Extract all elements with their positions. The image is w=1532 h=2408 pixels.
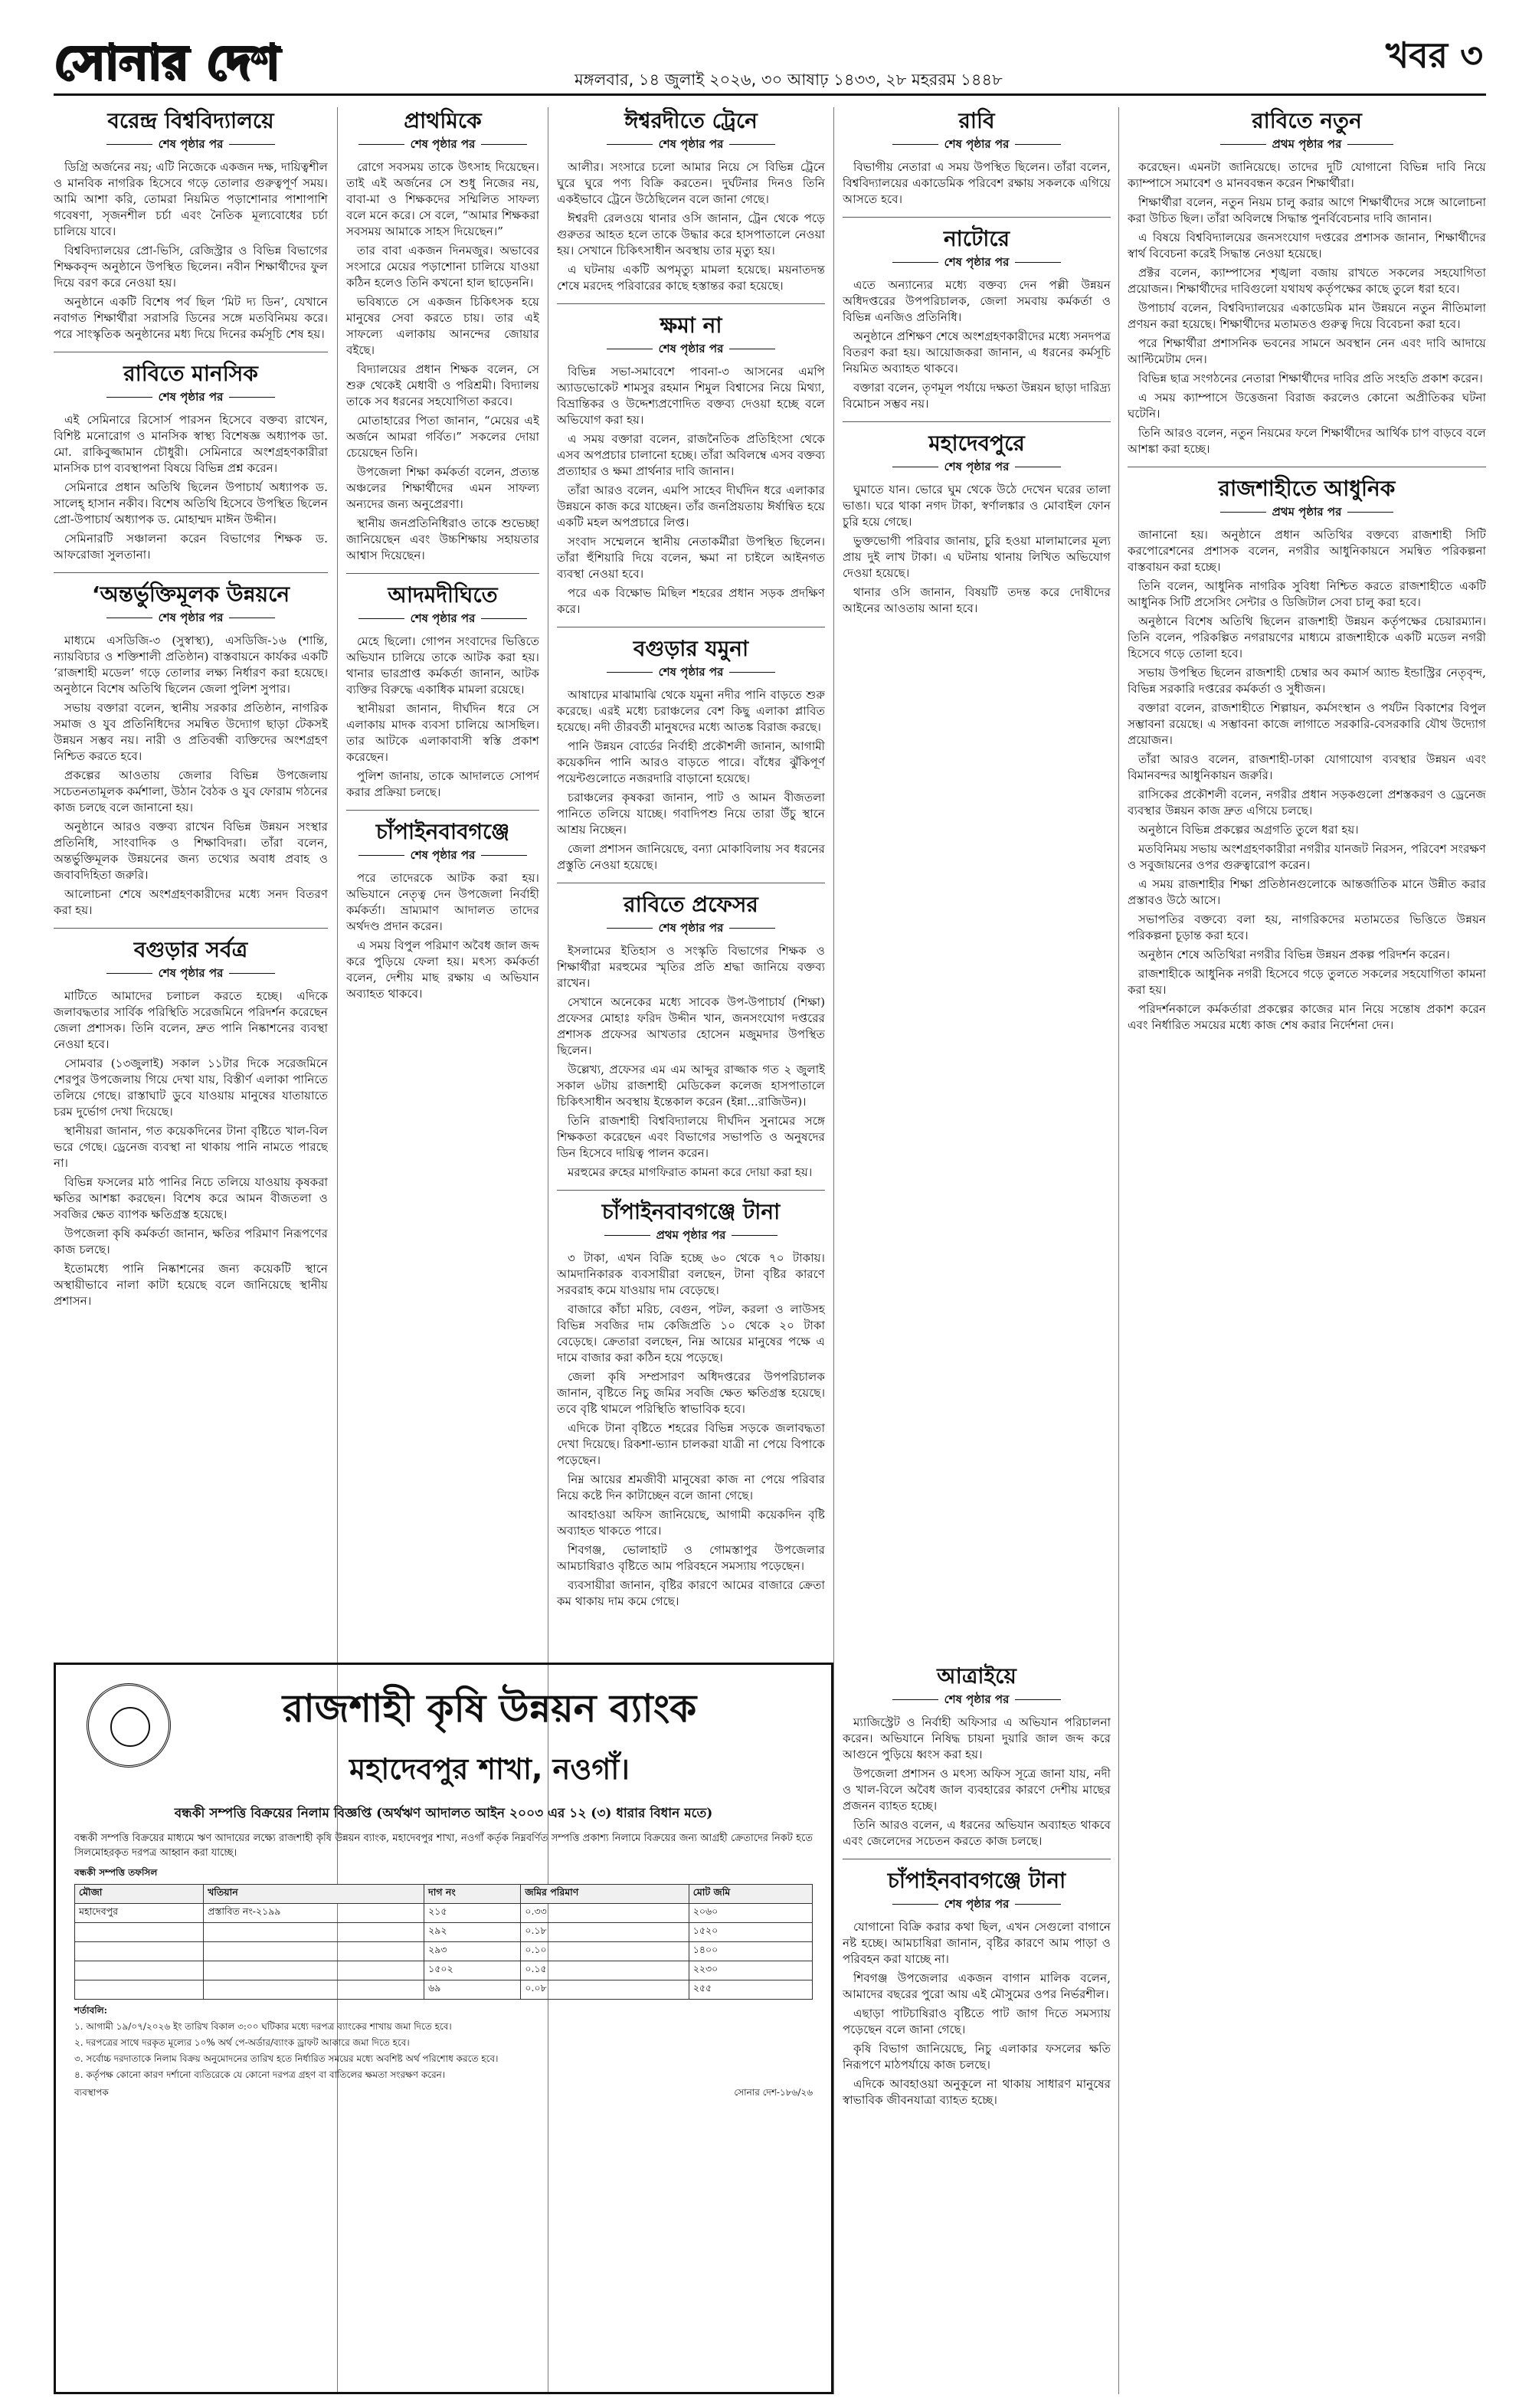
article-headline[interactable]: রাবিতে প্রফেসর bbox=[624, 892, 758, 917]
article-paragraph: সেখানে অনেকের মধ্যে সাবেক উপ-উপাচার্য (শিক্ষা) প্রফেসর মোহাঃ ফরিদ উদ্দীন খান, জনসংযোগ দপ্তরের প্রশাসক প্রফেসর আখতার হোসেন মজুমদার উপস্থিত ছিলেন। bbox=[557, 995, 825, 1057]
article-paragraph: ইসলামের ইতিহাস ও সংস্কৃতি বিভাগের শিক্ষক ও শিক্ষার্থীরা মরহুমের স্মৃতির প্রতি শ্রদ্ধা জানিয়ে বক্তব্য রাখেন। bbox=[557, 944, 825, 990]
article-paragraph: ব্যবসায়ীরা জানান, বৃষ্টির কারণে আমের বাজারে ক্রেতা কম থাকায় দাম কমে গেছে। bbox=[557, 1578, 825, 1608]
article-paragraph: পানি উন্নয়ন বোর্ডের নির্বাহী প্রকৌশলী জানান, আগামী কয়েকদিন পানি আরও বাড়তে পারে। বাঁধের ঝুঁকিপূর্ণ পয়েন্টগুলোতে নজরদারি বাড়ানো হয়েছে। bbox=[557, 739, 825, 785]
table-cell bbox=[75, 1923, 204, 1942]
article-paragraph: পরে শিক্ষার্থীরা প্রশাসনিক ভবনের সামনে অবস্থান নেন এবং দাবি আদায়ে আল্টিমেটাম দেন। bbox=[1128, 336, 1486, 366]
table-header-cell: দাগ নং bbox=[424, 1885, 521, 1904]
article-paragraph: জেলা কৃষি সম্প্রসারণ অধিদপ্তরের উপপরিচালক জানান, বৃষ্টিতে নিচু জমির সবজি ক্ষেত ক্ষতিগ্রস্ত হয়েছে। তবে বৃষ্টি থামলে পরিস্থিতি স্বাভাবিক হবে। bbox=[557, 1370, 825, 1416]
ad-body: বন্ধকী সম্পত্তি বিক্রয়ের মাধ্যমে ঋণ আদায়ের লক্ষ্যে রাজশাহী কৃষি উন্নয়ন ব্যাংক, মহাদেবপুর শাখা, নওগাঁ কর্তৃক নিম্নবর্ণিত সম্পত্তি প্রকাশ্য নিলামে বিক্রয়ের জন্য আগ্রহী ক্রেতাদের নিকট হতে সিলমোহরকৃত দরপত্র আহ্বান করা যাচ্ছে। bbox=[74, 1833, 813, 1859]
article-paragraph: মেহে ছিলো। গোপন সংবাদের ভিত্তিতে অভিযান চালিয়ে তাকে আটক করা হয়। থানার ভারপ্রাপ্ত কর্মকর্তা জানান, আটক ব্যক্তির বিরুদ্ধে একাধিক মামলা রয়েছে। bbox=[346, 634, 539, 696]
article-headline[interactable]: রাবিতে নতুন bbox=[1252, 108, 1362, 133]
table-cell: ০.১৮ bbox=[521, 1923, 689, 1942]
column-4 bbox=[843, 107, 1111, 1655]
table-cell: ০.০৮ bbox=[521, 1980, 689, 2000]
article-paragraph: ডিগ্রি অর্জনের নয়; এটি নিজেকে একজন দক্ষ, দায়িত্বশীল ও মানবিক নাগরিক হিসেবে গড়ে তোলার গুরুত্বপূর্ণ সময়। আমি আশা করি, তোমরা নিয়মিত পড়াশোনার পাশাপাশি গবেষণা, সৃজনশীল চর্চা এবং নৈতিক মূল্যবোধের চর্চা চালিয়ে যাবে। bbox=[54, 160, 328, 238]
article-headline[interactable]: নাটোরে bbox=[943, 226, 1010, 251]
article-paragraph: যোগানো বিক্রি করার কথা ছিল, এখন সেগুলো বাগানে নষ্ট হচ্ছে। আমচাষিরা জানান, বৃষ্টির কারণে আম পাড়া ও পরিবহন করা যাচ্ছে না। bbox=[843, 1920, 1111, 1966]
article-headline[interactable]: চাঁপাইনবাবগঞ্জে টানা bbox=[887, 1868, 1066, 1893]
news-article bbox=[557, 107, 825, 294]
ad-term-item: ১. আগামী ১৯/০৭/২০২৬ ইং তারিখ বিকাল ৩:০০ ঘটিকার মধ্যে দরপত্র ব্যাংকের শাখায় জমা দিতে হবে। bbox=[74, 2021, 452, 2032]
article-paragraph: বিভিন্ন সভা-সমাবেশে পাবনা-৩ আসনের এমপি অ্যাডভোকেট শামসুর রহমান শিমুল বিশ্বাসের নিয়ে মিথ্যা, বিভ্রান্তিকর ও উদ্দেশ্যপ্রণোদিত বক্তব্য দেওয়া হচ্ছে বলে অভিযোগ করা হয়। bbox=[557, 365, 825, 427]
article-continuation-note: শেষ পৃষ্ঠার পর bbox=[346, 847, 539, 866]
news-article bbox=[346, 582, 539, 801]
article-paragraph: তিনি আরও বলেন, নতুন নিয়মের ফলে শিক্ষার্থীদের আর্থিক চাপ বাড়বে বলে আশঙ্কা করা হচ্ছে। bbox=[1128, 426, 1486, 456]
issue-date: মঙ্গলবার, ১৪ জুলাই ২০২৬, ৩০ আষাঢ় ১৪৩৩, ২৮ মহররম ১৪৪৮ bbox=[574, 70, 1003, 89]
article-paragraph: বিদ্যালয়ের প্রধান শিক্ষক বলেন, সে শুরু থেকেই মেধাবী ও পরিশ্রমী। বিদ্যালয় তাকে সব ধরনের সহযোগিতা করবে। bbox=[346, 362, 539, 408]
news-article bbox=[346, 818, 539, 1002]
table-header-cell: মৌজা bbox=[75, 1885, 204, 1904]
article-separator bbox=[346, 573, 539, 574]
article-headline[interactable]: ‘অন্তর্ভুক্তিমূলক উন্নয়নে bbox=[91, 582, 290, 607]
table-row bbox=[75, 1961, 813, 1980]
article-paragraph: তাঁরা আরও বলেন, রাজশাহী-ঢাকা যোগাযোগ ব্যবস্থার উন্নয়ন এবং বিমানবন্দর আধুনিকায়ন জরুরি। bbox=[1128, 752, 1486, 782]
article-continuation-note: প্রথম পৃষ্ঠার পর bbox=[1128, 136, 1486, 155]
article-paragraph: অনুষ্ঠানে বিভিন্ন প্রকল্পের অগ্রগতি তুলে ধরা হয়। bbox=[1138, 823, 1359, 837]
article-paragraph: স্থানীয় জনপ্রতিনিধিরাও তাকে শুভেচ্ছা জানিয়েছেন এবং উচ্চশিক্ষায় সহায়তার আশ্বাস দিয়েছেন। bbox=[346, 516, 539, 562]
article-paragraph: অনুষ্ঠানে আরও বক্তব্য রাখেন বিভিন্ন উন্নয়ন সংস্থার প্রতিনিধি, সাংবাদিক ও শিক্ষাবিদরা। তাঁরা বলেন, অন্তর্ভুক্তিমূলক উন্নয়নের জন্য তথ্যের অবাধ প্রবাহ ও জবাবদিহিতা জরুরি। bbox=[54, 820, 328, 882]
article-paragraph: আবহাওয়া অফিস জানিয়েছে, আগামী কয়েকদিন বৃষ্টি অব্যাহত থাকতে পারে। bbox=[557, 1508, 825, 1538]
ad-signatory: ব্যবস্থাপক bbox=[74, 2087, 109, 2098]
table-header-cell: জমির পরিমাণ bbox=[521, 1885, 689, 1904]
article-paragraph: ইতোমধ্যে পানি নিষ্কাশনের জন্য কয়েকটি স্থানে অস্থায়ীভাবে নালা কাটা হয়েছে বলে জানিয়েছে স্থানীয় প্রশাসন। bbox=[54, 1262, 328, 1308]
table-cell bbox=[75, 1961, 204, 1980]
table-cell: ০.১৫ bbox=[521, 1961, 689, 1980]
news-article bbox=[557, 891, 825, 1181]
article-continuation-note: শেষ পৃষ্ঠার পর bbox=[346, 610, 539, 629]
article-paragraph: অনুষ্ঠানে একটি বিশেষ পর্ব ছিল ‘মিট দ্য ডিন’, যেখানে নবাগত শিক্ষার্থীরা সরাসরি ডিনের সঙ্গে মতবিনিময় করে। পরে সাংস্কৃতিক অনুষ্ঠানের মধ্য দিয়ে দিনের কর্মসূচি শেষ হয়। bbox=[54, 295, 328, 341]
article-paragraph: উপজেলা কৃষি কর্মকর্তা জানান, ক্ষতির পরিমাণ নিরূপণের কাজ চলছে। bbox=[54, 1227, 328, 1256]
article-paragraph: রাসিকের প্রকৌশলী বলেন, নগরীর প্রধান সড়কগুলো প্রশস্তকরণ ও ড্রেনেজ ব্যবস্থার উন্নয়ন কাজ দ্রুত এগিয়ে চলছে। bbox=[1128, 788, 1486, 817]
news-article bbox=[54, 107, 328, 342]
article-paragraph: মাধ্যমে এসডিজি-৩ (সুস্বাস্থ্য), এসডিজি-১৬ (শান্তি, ন্যায়বিচার ও শক্তিশালী প্রতিষ্ঠান) বাস্তবায়নে কার্যকর একটি ‘রাজশাহী মডেল’ গড়ে তোলার লক্ষ্য নির্ধারণ করা হয়েছে। অনুষ্ঠানে বিশেষ অতিথি ছিলেন জেলা পুলিশ সুপার। bbox=[54, 634, 328, 696]
article-paragraph: সভায় উপস্থিত ছিলেন রাজশাহী চেম্বার অব কমার্স অ্যান্ড ইন্ডাস্ট্রির নেতৃবৃন্দ, বিভিন্ন সরকারি দপ্তরের কর্মকর্তা ও সুধীজন। bbox=[1128, 666, 1486, 696]
article-paragraph: মাটিতে আমাদের চলাচল করতে হচ্ছে। এদিকে জলাবদ্ধতার সার্বিক পরিস্থিতি সরেজমিনে পরিদর্শন করেছেন জেলা প্রশাসক। তিনি বলেন, দ্রুত পানি নিষ্কাশনের ব্যবস্থা নেওয়া হবে। bbox=[54, 989, 328, 1051]
table-cell: ২০৬০ bbox=[689, 1904, 812, 1923]
masthead bbox=[54, 23, 1486, 96]
article-headline[interactable]: চাঁপাইনবাবগঞ্জে টানা bbox=[601, 1199, 781, 1224]
article-paragraph: রাজশাহীকে আধুনিক নগরী হিসেবে গড়ে তুলতে সকলের সহযোগিতা কামনা করা হয়। bbox=[1128, 967, 1486, 997]
article-paragraph: তিনি আরও বলেন, এ ধরনের অভিযান অব্যাহত থাকবে এবং জেলেদের সচেতন করতে কাজ চলছে। bbox=[843, 1818, 1111, 1848]
article-paragraph: আলোচনা শেষে অংশগ্রহণকারীদের মধ্যে সনদ বিতরণ করা হয়। bbox=[54, 887, 328, 917]
table-cell: মহাদেবপুর bbox=[75, 1904, 204, 1923]
table-cell: ১৫০২ bbox=[424, 1961, 521, 1980]
article-paragraph: এতে অন্যান্যের মধ্যে বক্তব্য দেন পল্লী উন্নয়ন অধিদপ্তরের উপপরিচালক, জেলা সমবায় কর্মকর্তা ও বিভিন্ন এনজিও প্রতিনিধি। bbox=[843, 278, 1111, 324]
table-cell: ১৪০০ bbox=[689, 1942, 812, 1961]
table-row bbox=[75, 1942, 813, 1961]
article-paragraph: ভুক্তভোগী পরিবার জানায়, চুরি হওয়া মালামালের মূল্য প্রায় দুই লাখ টাকা। এ ঘটনায় থানায় লিখিত অভিযোগ দেওয়া হয়েছে। bbox=[843, 534, 1111, 580]
article-paragraph: বিভাগীয় নেতারা এ সময় উপস্থিত ছিলেন। তাঁরা বলেন, বিশ্ববিদ্যালয়ের একাডেমিক পরিবেশ রক্ষায় সকলকে এগিয়ে আসতে হবে। bbox=[843, 160, 1111, 206]
article-paragraph: সভাপতির বক্তব্যে বলা হয়, নাগরিকদের মতামতের ভিত্তিতে উন্নয়ন পরিকল্পনা চূড়ান্ত করা হবে। bbox=[1128, 912, 1486, 942]
ad-footer bbox=[74, 2086, 813, 2102]
column-divider bbox=[1118, 107, 1119, 2394]
column-divider bbox=[833, 107, 834, 2394]
ad-notice-title: বন্ধকী সম্পত্তি বিক্রয়ের নিলাম বিজ্ঞপ্তি (অর্থঋণ আদালত আইন ২০০৩ এর ১২ (৩) ধারার বিধান মতে) bbox=[174, 1806, 713, 1821]
article-separator bbox=[843, 421, 1111, 422]
article-headline[interactable]: রাবিতে মানসিক bbox=[123, 361, 258, 386]
article-paragraph: প্রক্টর বলেন, ক্যাম্পাসের শৃঙ্খলা বজায় রাখতে সকলের সহযোগিতা প্রয়োজন। শিক্ষার্থীদের দাবিগুলো যথাযথ কর্তৃপক্ষের কাছে তুলে ধরা হবে। bbox=[1128, 266, 1486, 296]
table-cell: ০.১০ bbox=[521, 1942, 689, 1961]
article-paragraph: এ সময় রাজশাহীর শিক্ষা প্রতিষ্ঠানগুলোকে আন্তর্জাতিক মানে উন্নীত করার প্রস্তাবও উঠে আসে। bbox=[1128, 877, 1486, 907]
article-paragraph: অনুষ্ঠানে বিশেষ অতিথি ছিলেন রাজশাহী উন্নয়ন কর্তৃপক্ষের চেয়ারম্যান। তিনি বলেন, পরিকল্পিত নগরায়ণের মাধ্যমে রাজশাহীকে একটি মডেল নগরী হিসেবে গড়ে তোলা হবে। bbox=[1128, 614, 1486, 660]
article-paragraph: করেছেন। এমনটা জানিয়েছে। তাদের দুটি যোগানো বিভিন্ন দাবি নিয়ে ক্যাম্পাসে সমাবেশ ও মানববন্ধন করেন শিক্ষার্থীরা। bbox=[1128, 160, 1486, 190]
article-paragraph: প্রকল্পের আওতায় জেলার বিভিন্ন উপজেলায় সচেতনতামূলক কর্মশালা, উঠান বৈঠক ও যুব ফোরাম গঠনের কাজ চলছে বলে জানানো হয়। bbox=[54, 768, 328, 814]
article-headline[interactable]: বগুড়ার সর্বত্র bbox=[133, 937, 248, 962]
article-continuation-note: শেষ পৃষ্ঠার পর bbox=[557, 663, 825, 683]
article-paragraph: স্থানীয়রা জানান, গত কয়েকদিনের টানা বৃষ্টিতে খাল-বিল ভরে গেছে। ড্রেনেজ ব্যবস্থা না থাকায় পানি নামতে পারছে না। bbox=[54, 1124, 328, 1170]
article-paragraph: উপাচার্য বলেন, বিশ্ববিদ্যালয়ের একাডেমিক মান উন্নয়নে নতুন নীতিমালা প্রণয়ন করা হয়েছে। শিক্ষার্থীদের মতামতও গুরুত্ব দিয়ে বিবেচনা করা হবে। bbox=[1128, 301, 1486, 331]
table-row bbox=[75, 1980, 813, 2000]
table-cell: প্রস্তাবিত নং-২১৯৯ bbox=[204, 1904, 424, 1923]
article-paragraph: উল্লেখ্য, প্রফেসর এম এম আব্দুর রাজ্জাক গত ২ জুলাই সকাল ৬টায় রাজশাহী মেডিকেল কলেজ হাসপাতালে চিকিৎসাধীন অবস্থায় ইন্তেকাল করেন (ইন্না...রাজিউন)। bbox=[557, 1063, 825, 1109]
table-row bbox=[75, 1923, 813, 1942]
article-paragraph: বিভিন্ন ছাত্র সংগঠনের নেতারা শিক্ষার্থীদের দাবির প্রতি সংহতি প্রকাশ করেন। bbox=[1138, 372, 1483, 385]
table-cell: ২৫৫ bbox=[689, 1980, 812, 2000]
article-paragraph: শিবগঞ্জ, ভোলাহাট ও গোমস্তাপুর উপজেলার আমচাষিরাও বৃষ্টিতে আম পরিবহনে সমস্যায় পড়েছেন। bbox=[557, 1543, 825, 1573]
article-paragraph: সেমিনারটি সঞ্চালনা করেন বিভাগের শিক্ষক ড. আফরোজা সুলতানা। bbox=[54, 532, 328, 562]
article-paragraph: এ ঘটনায় একটি অপমৃত্যু মামলা হয়েছে। ময়নাতদন্ত শেষে মরদেহ পরিবারের কাছে হস্তান্তর করা হয়েছে। bbox=[557, 263, 825, 293]
news-article bbox=[54, 936, 328, 1309]
article-paragraph: উপজেলা প্রশাসন ও মৎস্য অফিস সূত্রে জানা যায়, নদী ও খাল-বিলে অবৈধ জাল ব্যবহারের কারণে দেশীয় মাছের প্রজনন ব্যাহত হচ্ছে। bbox=[843, 1767, 1111, 1813]
article-paragraph: ৩ টাকা, এখন বিক্রি হচ্ছে ৬০ থেকে ৭০ টাকায়। আমদানিকারক ব্যবসায়ীরা বলছেন, টানা বৃষ্টির কারণে সরবরাহ কমে যাওয়ায় দাম বেড়েছে। bbox=[557, 1251, 825, 1297]
table-cell: ২২৩০ bbox=[689, 1961, 812, 1980]
article-paragraph: কৃষি বিভাগ জানিয়েছে, নিচু এলাকার ফসলের ক্ষতি নিরূপণে মাঠপর্যায়ে কাজ চলছে। bbox=[843, 2042, 1111, 2072]
article-paragraph: নিম্ন আয়ের শ্রমজীবী মানুষেরা কাজ না পেয়ে পরিবার নিয়ে কষ্টে দিন কাটাচ্ছেন বলে জানা গেছে। bbox=[557, 1473, 825, 1502]
table-header-row bbox=[75, 1885, 813, 1904]
article-continuation-note: শেষ পৃষ্ঠার পর bbox=[557, 136, 825, 155]
table-cell bbox=[75, 1942, 204, 1961]
ad-terms-list bbox=[74, 2020, 813, 2082]
ad-reference: সোনার দেশ-১৮৬/২৬ bbox=[734, 2087, 813, 2098]
article-paragraph: শিবগঞ্জ উপজেলার একজন বাগান মালিক বলেন, আমাদের বছরের পুরো আয় এই মৌসুমের ওপর নির্ভরশীল। bbox=[843, 1971, 1111, 2001]
table-cell: ১৫২০ bbox=[689, 1923, 812, 1942]
article-continuation-note: শেষ পৃষ্ঠার পর bbox=[557, 919, 825, 939]
column-5 bbox=[1128, 107, 1486, 2394]
article-paragraph: ভবিষ্যতে সে একজন চিকিৎসক হয়ে মানুষের সেবা করতে চায়। তার এই সাফল্যে এলাকায় আনন্দের জোয়ার বইছে। bbox=[346, 295, 539, 357]
news-article bbox=[843, 1663, 1111, 1849]
article-continuation-note: শেষ পৃষ্ঠার পর bbox=[843, 136, 1111, 155]
column-1 bbox=[54, 107, 328, 1655]
article-paragraph: চরাঞ্চলের কৃষকরা জানান, পাট ও আমন বীজতলা পানিতে তলিয়ে যাচ্ছে। গবাদিপশু নিয়ে তারা উঁচু স্থানে আশ্রয় নিচ্ছেন। bbox=[557, 791, 825, 837]
table-cell bbox=[204, 1961, 424, 1980]
news-article bbox=[557, 1198, 825, 1610]
article-headline[interactable]: বরেন্দ্র বিশ্ববিদ্যালয়ে bbox=[107, 108, 274, 133]
article-paragraph: বক্তারা বলেন, তৃণমূল পর্যায়ে দক্ষতা উন্নয়ন ছাড়া দারিদ্র্য বিমোচন সম্ভব নয়। bbox=[843, 381, 1111, 411]
article-paragraph: অনুষ্ঠানে প্রশিক্ষণ শেষে অংশগ্রহণকারীদের মধ্যে সনদপত্র বিতরণ করা হয়। আয়োজকরা জানান, এ ধরনের কর্মসূচি নিয়মিত অব্যাহত থাকবে। bbox=[843, 329, 1111, 375]
article-paragraph: এ বিষয়ে বিশ্ববিদ্যালয়ের জনসংযোগ দপ্তরের প্রশাসক জানান, শিক্ষার্থীদের স্বার্থ বিবেচনা করেই সিদ্ধান্ত নেওয়া হয়েছে। bbox=[1128, 231, 1486, 260]
article-separator bbox=[557, 303, 825, 304]
article-continuation-note: শেষ পৃষ্ঠার পর bbox=[557, 340, 825, 359]
table-cell bbox=[204, 1923, 424, 1942]
article-paragraph: মোতাহারের পিতা জানান, “মেয়ের এই অর্জনে আমরা গর্বিত।” সকলের দোয়া চেয়েছেন তিনি। bbox=[346, 414, 539, 460]
article-separator bbox=[346, 810, 539, 811]
article-paragraph: জানানো হয়। অনুষ্ঠানে প্রধান অতিথির বক্তব্যে রাজশাহী সিটি করপোরেশনের প্রশাসক বলেন, নগরীর আধুনিকায়নে সমন্বিত পরিকল্পনা বাস্তবায়ন করা হচ্ছে। bbox=[1128, 528, 1486, 574]
table-cell: ০.৩৩ bbox=[521, 1904, 689, 1923]
article-continuation-note: শেষ পৃষ্ঠার পর bbox=[54, 609, 328, 628]
ad-term-item: ২. দরপত্রের সাথে দরকৃত মূল্যের ১০% অর্থ পে-অর্ডার/ব্যাংক ড্রাফট আকারে জমা দিতে হবে। bbox=[74, 2037, 410, 2048]
article-separator bbox=[843, 217, 1111, 218]
news-article bbox=[54, 581, 328, 919]
ad-terms-title: শর্তাবলি: bbox=[74, 2005, 108, 2016]
article-paragraph: এদিকে আবহাওয়া অনুকূলে না থাকায় সাধারণ মানুষের স্বাভাবিক জীবনযাত্রা ব্যাহত হচ্ছে। bbox=[843, 2077, 1111, 2107]
article-paragraph: শিক্ষার্থীরা বলেন, নতুন নিয়ম চালু করার আগে শিক্ষার্থীদের সঙ্গে আলোচনা করা উচিত ছিল। তাঁরা অবিলম্বে সিদ্ধান্ত পুনর্বিবেচনার দাবি জানান। bbox=[1128, 195, 1486, 225]
article-paragraph: পরে এক বিক্ষোভ মিছিল শহরের প্রধান সড়ক প্রদক্ষিণ করে। bbox=[557, 586, 825, 616]
article-paragraph: তিনি বলেন, আধুনিক নাগরিক সুবিধা নিশ্চিত করতে রাজশাহীতে একটি আধুনিক সিটি প্রসেসিং সেন্টার ও ডিজিটাল সেবা চালু করা হবে। bbox=[1128, 579, 1486, 609]
article-headline[interactable]: রাবি bbox=[958, 108, 995, 133]
article-paragraph: এছাড়া পাটচাষিরাও বৃষ্টিতে পাট জাগ দিতে সমস্যায় পড়েছেন বলে জানা গেছে। bbox=[843, 2007, 1111, 2036]
article-separator bbox=[54, 928, 328, 929]
article-paragraph: এ সময় ক্যাম্পাসে উত্তেজনা বিরাজ করলেও কোনো অপ্রীতিকর ঘটনা ঘটেনি। bbox=[1128, 391, 1486, 421]
table-cell bbox=[204, 1980, 424, 2000]
bank-seal-icon bbox=[87, 1683, 171, 1768]
news-article bbox=[843, 1867, 1111, 2108]
ad-bank-name: রাজশাহী কৃষি উন্নয়ন ব্যাংক bbox=[282, 1686, 697, 1731]
newspaper-logo: সোনার দেশ bbox=[54, 34, 280, 90]
news-article bbox=[346, 107, 539, 564]
table-cell: ২১৫ bbox=[424, 1904, 521, 1923]
property-schedule-table bbox=[74, 1884, 813, 2000]
news-article bbox=[843, 430, 1111, 617]
article-paragraph: জেলা প্রশাসন জানিয়েছে, বন্যা মোকাবিলায় সব ধরনের প্রস্তুতি নেওয়া হয়েছে। bbox=[557, 842, 825, 872]
article-paragraph: এদিকে টানা বৃষ্টিতে শহরের বিভিন্ন সড়কে জলাবদ্ধতা দেখা দিয়েছে। রিকশা-ভ্যান চালকরা যাত্রী না পেয়ে বিপাকে পড়েছেন। bbox=[557, 1421, 825, 1467]
article-paragraph: আষাঢ়ের মাঝামাঝি থেকে যমুনা নদীর পানি বাড়তে শুরু করেছে। এরই মধ্যে চরাঞ্চলের বেশ কিছু এলাকা প্লাবিত হয়েছে। নদী তীরবর্তী মানুষদের মধ্যে আতঙ্ক বিরাজ করছে। bbox=[557, 688, 825, 734]
article-continuation-note: শেষ পৃষ্ঠার পর bbox=[843, 254, 1111, 273]
article-paragraph: স্থানীয়রা জানান, দীর্ঘদিন ধরে সে এলাকায় মাদক ব্যবসা চালিয়ে আসছিল। তার আটকে এলাকাবাসী স্বস্তি প্রকাশ করেছেন। bbox=[346, 702, 539, 764]
article-paragraph: এ সময় বিপুল পরিমাণ অবৈধ জাল জব্দ করে পুড়িয়ে ফেলা হয়। মৎস্য কর্মকর্তা বলেন, দেশীয় মাছ রক্ষায় এ অভিযান অব্যাহত থাকবে। bbox=[346, 939, 539, 1001]
table-cell bbox=[204, 1942, 424, 1961]
article-paragraph: সংবাদ সম্মেলনে স্থানীয় নেতাকর্মীরা উপস্থিত ছিলেন। তাঁরা হুঁশিয়ারি দিয়ে বলেন, ক্ষমা না চাইলে আইনগত ব্যবস্থা নেওয়া হবে। bbox=[557, 535, 825, 581]
article-paragraph: আলীর। সংসারে চলো আমার নিয়ে সে বিভিন্ন ট্রেনে ঘুরে ঘুরে পণ্য বিক্রি করতেন। দুর্ঘটনার দিনও তিনি একইভাবে ট্রেনে উঠেছিলেন বলে জানা গেছে। bbox=[557, 160, 825, 206]
article-paragraph: বিশ্ববিদ্যালয়ের প্রো-ভিসি, রেজিস্ট্রার ও বিভিন্ন বিভাগের শিক্ষকবৃন্দ অনুষ্ঠানে উপস্থিত ছিলেন। নবীন শিক্ষার্থীদের ফুল দিয়ে বরণ করে নেওয়া হয়। bbox=[54, 244, 328, 290]
article-paragraph: পুলিশ জানায়, তাকে আদালতে সোপর্দ করার প্রক্রিয়া চলছে। bbox=[346, 769, 539, 799]
ad-table-title: বন্ধকী সম্পত্তি তফসিল bbox=[74, 1867, 158, 1878]
article-paragraph: বাজারে কাঁচা মরিচ, বেগুন, পটল, করলা ও লাউসহ বিভিন্ন সবজির দাম কেজিপ্রতি ১০ থেকে ২০ টাকা বেড়েছে। ক্রেতারা বলছেন, নিম্ন আয়ের মানুষের পক্ষে এ দামে বাজার করা কঠিন হয়ে পড়েছে। bbox=[557, 1302, 825, 1365]
news-article bbox=[843, 107, 1111, 208]
article-separator bbox=[557, 1190, 825, 1191]
article-headline[interactable]: আদমদীঘিতে bbox=[388, 582, 498, 608]
article-paragraph: এই সেমিনারে রিসোর্স পারসন হিসেবে বক্তব্য রাখেন, বিশিষ্ট মনোরোগ ও মানসিক স্বাস্থ্য বিশেষজ্ঞ অধ্যাপক ডা. মো. রাকিবুজ্জামান চৌধুরী। সেমিনারে অংশগ্রহণকারীরা মানসিক চাপ ব্যবস্থাপনা বিষয়ে বিভিন্ন প্রশ্ন করেন। bbox=[54, 413, 328, 475]
article-headline[interactable]: বগুড়ার যমুনা bbox=[633, 636, 749, 661]
ad-term-item: ৩. সর্বোচ্চ দরদাতাকে নিলাম বিক্রয় অনুমোদনের তারিখ হতে নির্ধারিত সময়ের মধ্যে অবশিষ্ট অর্থ পরিশোধ করতে হবে। bbox=[74, 2053, 499, 2064]
page-section: খবর ৩ bbox=[1385, 34, 1483, 76]
table-header-cell: খতিয়ান bbox=[204, 1885, 424, 1904]
article-headline[interactable]: ক্ষমা না bbox=[660, 313, 722, 338]
table-row bbox=[75, 1904, 813, 1923]
article-separator bbox=[54, 572, 328, 573]
article-paragraph: সেমিনারে প্রধান অতিথি ছিলেন উপাচার্য অধ্যাপক ড. সালেহ্ হাসান নকীব। বিশেষ অতিথি হিসেবে উপস্থিত ছিলেন প্রো-উপাচার্য অধ্যাপক ড. মোহাম্মদ মাঈন উদ্দীন। bbox=[54, 480, 328, 526]
article-paragraph: তিনি রাজশাহী বিশ্ববিদ্যালয়ে দীর্ঘদিন সুনামের সঙ্গে শিক্ষকতা করেছেন এবং বিভাগের সভাপতি ও অনুষদের ডিন হিসেবে দায়িত্ব পালন করেন। bbox=[557, 1114, 825, 1160]
article-paragraph: তাঁরা আরও বলেন, এমপি সাহেব দীর্ঘদিন ধরে এলাকার উন্নয়নে কাজ করে যাচ্ছেন। তাঁর জনপ্রিয়তায় ঈর্ষান্বিত হয়ে একটি মহল অপপ্রচারে লিপ্ত। bbox=[557, 483, 825, 529]
table-cell bbox=[75, 1980, 204, 2000]
article-continuation-note: প্রথম পৃষ্ঠার পর bbox=[557, 1227, 825, 1246]
table-cell: ২৯৩ bbox=[424, 1942, 521, 1961]
article-continuation-note: শেষ পৃষ্ঠার পর bbox=[843, 1895, 1111, 1915]
article-paragraph: বিভিন্ন ফসলের মাঠ পানির নিচে তলিয়ে যাওয়ায় কৃষকরা ক্ষতির আশঙ্কা করছেন। বিশেষ করে আমন বীজতলা ও সবজির ক্ষেত ব্যাপক ক্ষতিগ্রস্ত হয়েছে। bbox=[54, 1175, 328, 1221]
article-headline[interactable]: আত্রাইয়ে bbox=[937, 1663, 1016, 1689]
article-continuation-note: শেষ পৃষ্ঠার পর bbox=[54, 136, 328, 155]
article-continuation-note: শেষ পৃষ্ঠার পর bbox=[843, 458, 1111, 477]
article-paragraph: মরহুমের রুহের মাগফিরাত কামনা করে দোয়া করা হয়। bbox=[568, 1165, 813, 1179]
article-paragraph: এ সময় বক্তারা বলেন, রাজনৈতিক প্রতিহিংসা থেকে এসব অপপ্রচার চালানো হচ্ছে। তাঁরা অবিলম্বে এসব বক্তব্য প্রত্যাহার ও ক্ষমা প্রার্থনার দাবি জানান। bbox=[557, 432, 825, 478]
column-4-lower bbox=[843, 1663, 1111, 2394]
article-headline[interactable]: রাজশাহীতে আধুনিক bbox=[1218, 476, 1396, 501]
article-paragraph: বক্তারা বলেন, রাজশাহীতে শিল্পায়ন, কর্মসংস্থান ও পর্যটন বিকাশের বিপুল সম্ভাবনা রয়েছে। এ সম্ভাবনা কাজে লাগাতে সরকারি-বেসরকারি যৌথ উদ্যোগ প্রয়োজন। bbox=[1128, 701, 1486, 747]
news-article bbox=[1128, 475, 1486, 1034]
article-headline[interactable]: মহাদেবপুরে bbox=[928, 431, 1025, 456]
article-paragraph: ম্যাজিস্ট্রেট ও নির্বাহী অফিসার এ অভিযান পরিচালনা করেন। অভিযানে নিষিদ্ধ চায়না দুয়ারি জাল জব্দ করে আগুনে পুড়িয়ে ধ্বংস করা হয়। bbox=[843, 1715, 1111, 1761]
article-continuation-note: শেষ পৃষ্ঠার পর bbox=[843, 1691, 1111, 1710]
article-paragraph: তার বাবা একজন দিনমজুর। অভাবের সংসারে মেয়ের পড়াশোনা চালিয়ে যাওয়া কঠিন হলেও তিনি কখনো হাল ছাড়েননি। bbox=[346, 244, 539, 290]
article-paragraph: ঘুমাতে যান। ভোরে ঘুম থেকে উঠে দেখেন ঘরের তালা ভাঙা। ঘরে থাকা নগদ টাকা, স্বর্ণালঙ্কার ও মোবাইল ফোন চুরি হয়ে গেছে। bbox=[843, 483, 1111, 529]
article-paragraph: সোমবার (১৩জুলাই) সকাল ১১টার দিকে সরেজমিনে শেরপুর উপজেলায় গিয়ে দেখা যায়, বিস্তীর্ণ এলাকা পানিতে তলিয়ে গেছে। রাস্তাঘাট ডুবে যাওয়ায় মানুষের যাতায়াতে চরম দুর্ভোগ দেখা দিয়েছে। bbox=[54, 1057, 328, 1119]
article-headline[interactable]: ঈশ্বরদীতে ট্রেনে bbox=[624, 108, 758, 133]
news-article bbox=[843, 225, 1111, 412]
article-continuation-note: শেষ পৃষ্ঠার পর bbox=[54, 388, 328, 408]
ad-branch-name: মহাদেবপুর শাখা, নওগাঁ। bbox=[349, 1752, 630, 1786]
article-continuation-note: প্রথম পৃষ্ঠার পর bbox=[1128, 503, 1486, 523]
article-headline[interactable]: প্রাথমিকে bbox=[404, 108, 482, 133]
article-paragraph: সভায় বক্তারা বলেন, স্থানীয় সরকার প্রতিষ্ঠান, নাগরিক সমাজ ও যুব প্রতিনিধিদের সমন্বিত উদ্যোগ ছাড়া টেকসই উন্নয়ন সম্ভব নয়। নারী ও প্রতিবন্ধী ব্যক্তিদের অংশগ্রহণ নিশ্চিত করতে হবে। bbox=[54, 701, 328, 763]
article-paragraph: থানার ওসি জানান, বিষয়টি তদন্ত করে দোষীদের আইনের আওতায় আনা হবে। bbox=[843, 585, 1111, 615]
article-paragraph: রোগে সবসময় তাকে উৎসাহ দিয়েছেন। তাই এই অর্জনের সে শুধু নিজের নয়, বাবা-মা ও শিক্ষকদের সম্মিলিত সাফল্য বলে মনে করে। সে বলে, “আমার শিক্ষকরা সবসময় আমাকে সাহস দিয়েছেন।” bbox=[346, 160, 539, 238]
table-cell: ৬৯ bbox=[424, 1980, 521, 2000]
article-paragraph: মতবিনিময় সভায় অংশগ্রহণকারীরা নগরীর যানজট নিরসন, পরিবেশ সংরক্ষণ ও সবুজায়নের ওপর গুরুত্বারোপ করেন। bbox=[1128, 842, 1486, 872]
news-article bbox=[1128, 107, 1486, 457]
table-cell: ২৯২ bbox=[424, 1923, 521, 1942]
article-paragraph: পরে তাদেরকে আটক করা হয়। অভিযানে নেতৃত্ব দেন উপজেলা নির্বাহী কর্মকর্তা। ভ্রাম্যমাণ আদালত তাদের অর্থদণ্ড প্রদান করেন। bbox=[346, 871, 539, 933]
bank-auction-advertisement bbox=[54, 1663, 833, 2394]
news-article bbox=[54, 360, 328, 563]
news-article bbox=[557, 635, 825, 873]
article-paragraph: পরিদর্শনকালে কর্মকর্তারা প্রকল্পের কাজের মান নিয়ে সন্তোষ প্রকাশ করেন এবং নির্ধারিত সময়ের মধ্যে কাজ শেষ করার নির্দেশনা দেন। bbox=[1128, 1002, 1486, 1032]
column-2 bbox=[346, 107, 539, 1655]
table-header-cell: মোট জমি bbox=[689, 1885, 812, 1904]
ad-term-item: ৪. কর্তৃপক্ষ কোনো কারণ দর্শানো ব্যতিরেকে যে কোনো দরপত্র গ্রহণ বা বাতিলের ক্ষমতা সংরক্ষণ করেন। bbox=[74, 2069, 446, 2080]
article-continuation-note: শেষ পৃষ্ঠার পর bbox=[54, 965, 328, 984]
article-paragraph: উপজেলা শিক্ষা কর্মকর্তা বলেন, প্রত্যন্ত অঞ্চলের শিক্ষার্থীদের এমন সাফল্য অন্যদের জন্য অনুপ্রেরণা। bbox=[346, 465, 539, 511]
article-continuation-note: শেষ পৃষ্ঠার পর bbox=[346, 136, 539, 155]
article-paragraph: ঈশ্বরদী রেলওয়ে থানার ওসি জানান, ট্রেন থেকে পড়ে গুরুতর আহত হলে তাকে উদ্ধার করে হাসপাতালে নেওয়া হয়। সেখানে চিকিৎসাধীন অবস্থায় তার মৃত্যু হয়। bbox=[557, 211, 825, 257]
article-headline[interactable]: চাঁপাইনবাবগঞ্জে bbox=[375, 819, 510, 844]
news-article bbox=[557, 312, 825, 618]
article-paragraph: অনুষ্ঠান শেষে অতিথিরা নগরীর বিভিন্ন উন্নয়ন প্রকল্প পরিদর্শন করেন। bbox=[1138, 948, 1450, 962]
